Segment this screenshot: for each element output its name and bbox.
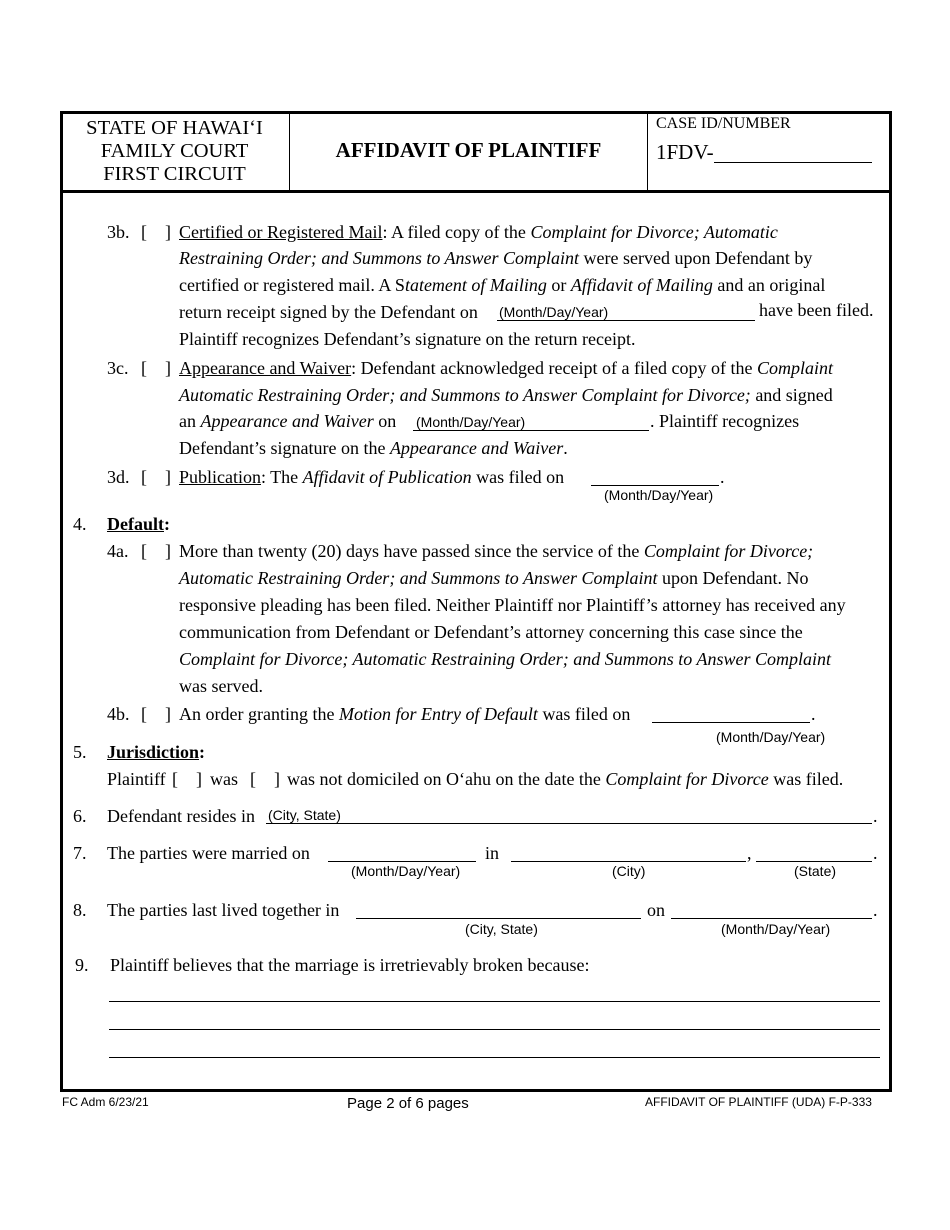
item-6-text: Defendant resides in [107, 806, 255, 826]
date-field-3d[interactable] [591, 485, 719, 486]
marriage-state-field[interactable] [756, 861, 872, 862]
item-3b-line-3: certified or registered mail. A Statement of Mailing or Affidavit of Mailing and an original [179, 275, 826, 295]
item-3d-number: 3d. [107, 467, 130, 487]
checkbox-3b[interactable]: [ ] [141, 222, 171, 242]
marriage-date-field[interactable] [328, 861, 476, 862]
item-9-number: 9. [75, 955, 89, 975]
item-3b-filed-text: have been filed. [759, 300, 874, 320]
date-label-8: (Month/Day/Year) [721, 921, 831, 937]
item-3d-line-1: Publication: The Affidavit of Publication was filed on [179, 467, 565, 487]
case-number-label: CASE ID/NUMBER [656, 115, 791, 132]
item-3b-line-2: Restraining Order; and Summons to Answer Complaint were served upon Defendant by [179, 248, 813, 268]
footer-form-date: FC Adm 6/23/21 [62, 1095, 149, 1109]
item-8-number: 8. [73, 900, 87, 920]
document-title: AFFIDAVIT OF PLAINTIFF [290, 111, 648, 190]
checkbox-3d[interactable]: [ ] [141, 467, 171, 487]
reason-line-1[interactable] [109, 1001, 880, 1002]
item-5-number: 5. [73, 742, 87, 762]
checkbox-4a[interactable]: [ ] [141, 541, 171, 561]
item-3c-number: 3c. [107, 358, 129, 378]
item-3c-line-1: Appearance and Waiver: Defendant acknowledged receipt of a filed copy of the Complaint [179, 358, 833, 378]
was-label: was [210, 769, 238, 789]
court-name-cell [60, 111, 290, 190]
item-4a-line-3: responsive pleading has been filed. Neither Plaintiff nor Plaintiff’s attorney has received any [179, 595, 846, 615]
item-4a-line-5: Complaint for Divorce; Automatic Restraining Order; and Summons to Answer Complaint [179, 649, 831, 669]
date-field-3b[interactable] [497, 320, 755, 321]
item-3c-line-4: Defendant’s signature on the Appearance and Waiver. [179, 438, 568, 458]
item-6-number: 6. [73, 806, 87, 826]
item-7-in: in [485, 843, 500, 863]
city-state-label-8: (City, State) [465, 921, 538, 937]
footer-form-title: AFFIDAVIT OF PLAINTIFF (UDA) F-P-333 [645, 1095, 872, 1109]
date-label-3b: (Month/Day/Year) [499, 304, 609, 320]
item-7-text: The parties were married on [107, 843, 310, 863]
date-label-4b: (Month/Day/Year) [716, 729, 826, 745]
case-number-cell [648, 111, 889, 190]
item-3c-recognizes: . Plaintiff recognizes [650, 411, 800, 431]
city-label-7: (City) [612, 863, 646, 879]
checkbox-5-was[interactable]: [ ] [172, 769, 202, 789]
footer-page-number: Page 2 of 6 pages [347, 1095, 469, 1112]
reason-line-3[interactable] [109, 1057, 880, 1058]
residence-field[interactable] [266, 823, 872, 824]
checkbox-5-was-not[interactable]: [ ] [250, 769, 280, 789]
item-4a-number: 4a. [107, 541, 129, 561]
item-3c-line-2: Automatic Restraining Order; and Summons to Answer Complaint for Divorce; and signed [179, 385, 833, 405]
item-7-number: 7. [73, 843, 87, 863]
date-label-3c: (Month/Day/Year) [416, 414, 526, 430]
checkbox-3c[interactable]: [ ] [141, 358, 171, 378]
date-label-3d: (Month/Day/Year) [604, 487, 714, 503]
item-3c-line-3: an Appearance and Waiver on [179, 411, 397, 431]
last-lived-location-field[interactable] [356, 918, 641, 919]
item-8-on: on [647, 900, 665, 920]
date-field-3c[interactable] [413, 430, 649, 431]
item-3b-line-5: Plaintiff recognizes Defendant’s signature on the return receipt. [179, 329, 636, 349]
item-3b-number: 3b. [107, 222, 130, 242]
case-number-prefix: 1FDV- [656, 140, 714, 164]
item-5-text: was not domiciled on O‘ahu on the date the Complaint for Divorce was filed. [287, 769, 844, 789]
marriage-city-field[interactable] [511, 861, 746, 862]
reason-line-2[interactable] [109, 1029, 880, 1030]
item-5-heading: Jurisdiction: [107, 742, 206, 762]
date-label-7: (Month/Day/Year) [351, 863, 461, 879]
city-state-label-6: (City, State) [268, 807, 341, 823]
case-number-field[interactable] [714, 142, 872, 163]
item-3b-line-1: Certified or Registered Mail: A filed copy of the Complaint for Divorce; Automatic [179, 222, 778, 242]
item-4-number: 4. [73, 514, 87, 534]
item-4a-line-6: was served. [179, 676, 263, 696]
court-line-3: FIRST CIRCUIT [103, 163, 246, 185]
item-8-text: The parties last lived together in [107, 900, 340, 920]
date-field-4b[interactable] [652, 722, 810, 723]
court-line-1: STATE OF HAWAI‘I [86, 117, 263, 139]
item-4-heading: Default: [107, 514, 170, 534]
item-4a-line-1: More than twenty (20) days have passed since the service of the Complaint for Divorce; [179, 541, 814, 561]
item-3b-line-4: return receipt signed by the Defendant on [179, 302, 478, 322]
last-lived-date-field[interactable] [671, 918, 872, 919]
item-9-text: Plaintiff believes that the marriage is irretrievably broken because: [110, 955, 590, 975]
plaintiff-label: Plaintiff [107, 769, 166, 789]
item-4a-line-4: communication from Defendant or Defendant’s attorney concerning this case since the [179, 622, 803, 642]
form-header [60, 111, 892, 193]
item-4b-number: 4b. [107, 704, 130, 724]
item-4b-line-1: An order granting the Motion for Entry of Default was filed on [179, 704, 631, 724]
state-label-7: (State) [794, 863, 837, 879]
item-4a-line-2: Automatic Restraining Order; and Summons to Answer Complaint upon Defendant. No [179, 568, 809, 588]
court-line-2: FAMILY COURT [100, 140, 249, 162]
checkbox-4b[interactable]: [ ] [141, 704, 171, 724]
